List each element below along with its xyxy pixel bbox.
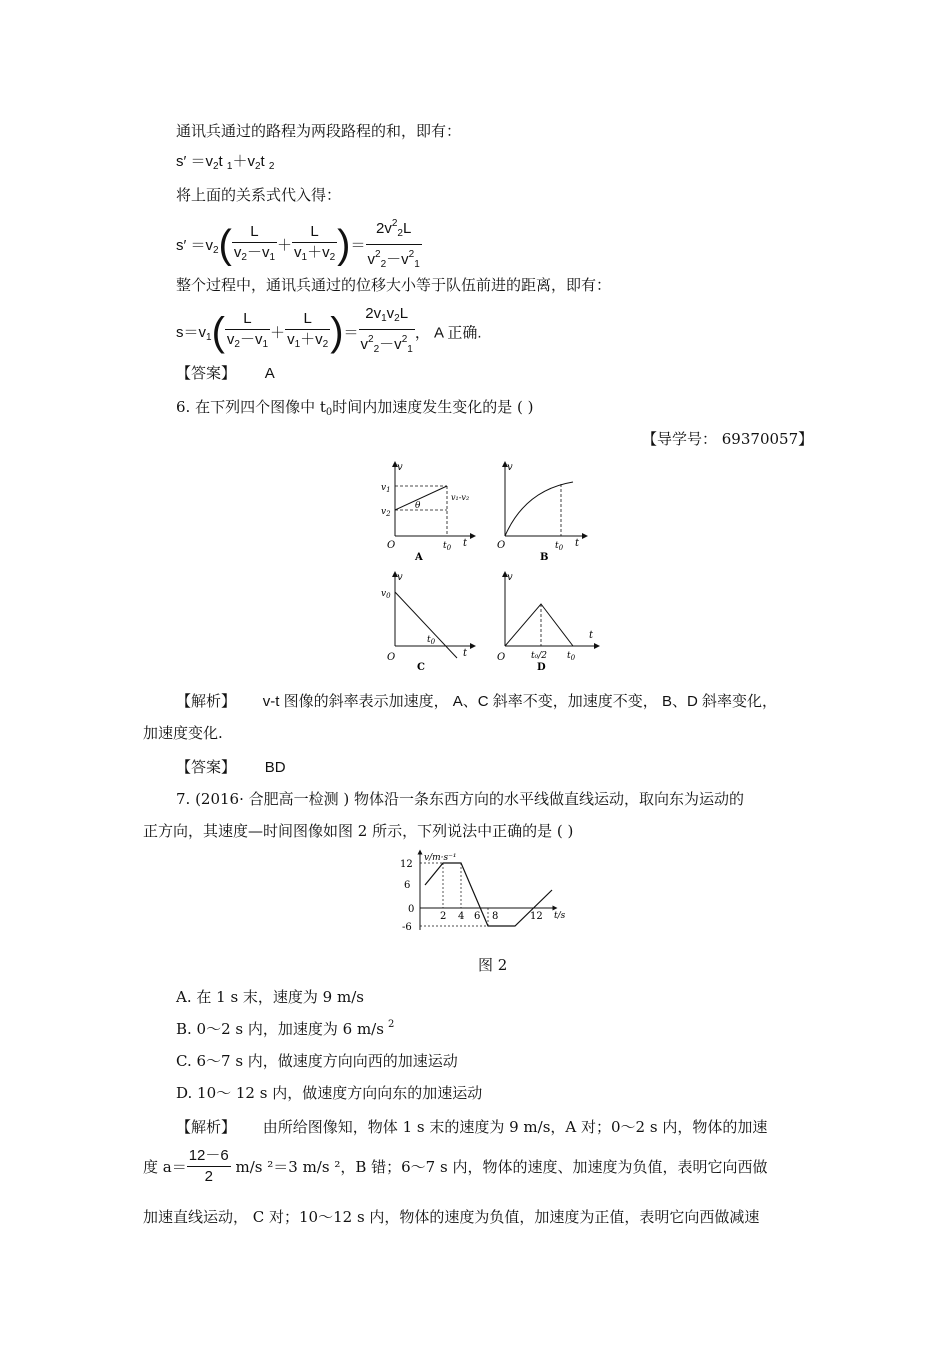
graph-a-v-label: v bbox=[397, 462, 403, 473]
fraction-numerator: 12－6 bbox=[187, 1146, 231, 1167]
explanation-7-text-b-post: m/s ²＝3 m/s ²，B 错；6～7 s 内，物体的速度、加速度为负值，表明它向西做 bbox=[230, 1158, 768, 1176]
equation-s: $s=v_1$( $\frac{L}{v_2-v_1}$ ＋ $\frac{L}{v_1+v_2}$ )＝ $\frac{2v_1v_2L}{v^2_2-v^2_1}$ ， A 正确. bbox=[176, 305, 482, 355]
svg-text:O: O bbox=[387, 652, 396, 663]
svg-text:12: 12 bbox=[400, 859, 413, 870]
explanation-label: 【解析】 bbox=[176, 692, 237, 710]
svg-text:8: 8 bbox=[492, 911, 499, 922]
graph-d-caption: D bbox=[537, 662, 546, 673]
explanation-label: 【解析】 bbox=[176, 1118, 237, 1136]
question-7-line-2: 正方向，其速度—时间图像如图 2 所示，下列说法中正确的是 ( ) bbox=[143, 822, 574, 840]
answer-label: 【答案】 bbox=[176, 758, 237, 776]
explanation-7-line-3: 加速直线运动， C 对；10～12 s 内，物体的速度为负值，加速度为正值，表明它向西做减速 bbox=[143, 1208, 760, 1226]
svg-text:t: t bbox=[589, 630, 594, 641]
explanation-7-line-2 bbox=[143, 1146, 767, 1187]
fraction-denominator: 2 bbox=[204, 1168, 213, 1185]
svg-text:t0: $t_0$ bbox=[555, 541, 564, 552]
svg-text:v₁-v₂: v₁-v₂ bbox=[451, 493, 470, 502]
svg-text:t₀/2: t₀/2 bbox=[531, 651, 547, 661]
explanation-6-line-2: 加速度变化. bbox=[143, 724, 223, 742]
svg-text:t0: $t_0$ bbox=[427, 635, 436, 646]
conclusion-a: A 正确. bbox=[433, 324, 482, 342]
guide-number: 【导学号： 69370057】 bbox=[642, 430, 814, 448]
text-line-5: 整个过程中，通讯兵通过的位移大小等于队伍前进的距离，即有： bbox=[176, 276, 612, 294]
svg-text:t: t bbox=[463, 648, 468, 659]
svg-text:O: O bbox=[497, 540, 506, 551]
option-d: D. 10～ 12 s 内，做速度方向向东的加速运动 bbox=[176, 1084, 483, 1102]
svg-text:t: t bbox=[575, 538, 580, 549]
answer-value: BD bbox=[264, 759, 286, 776]
svg-text:t0: $t_0$ bbox=[443, 541, 452, 552]
question-6-text-b: 时间内加速度发生变化的是 ( ) bbox=[332, 398, 534, 416]
answer-value: A bbox=[264, 365, 275, 382]
svg-text:O: O bbox=[497, 652, 506, 663]
svg-text:t0: $t_0$ bbox=[567, 651, 576, 662]
svg-text:6: 6 bbox=[474, 911, 481, 922]
explanation-7-line-1 bbox=[176, 1116, 767, 1137]
four-vt-graphs bbox=[375, 460, 605, 675]
svg-text:v: v bbox=[507, 572, 513, 583]
equation-s-prime-2: $s' =v_2$( $\frac{L}{v_2-v_1}$ ＋ $\frac{L}{v_1+v_2}$ )＝ $\frac{2v^2_2L}{v^2_2-v^2_1}$ bbox=[176, 214, 422, 275]
svg-text:O: O bbox=[387, 540, 396, 551]
text-line-1: 通讯兵通过的路程为两段路程的和，即有： bbox=[176, 122, 462, 140]
svg-text:12: 12 bbox=[530, 911, 543, 922]
figure-2-vt-graph bbox=[380, 846, 580, 938]
explanation-7-text-a: 由所给图像知，物体 1 s 末的速度为 9 m/s，A 对；0～2 s 内，物体的加速 bbox=[262, 1118, 768, 1136]
graph-a-caption: A bbox=[415, 552, 423, 563]
svg-text:θ: θ bbox=[415, 501, 421, 511]
option-b-superscript: 2 bbox=[387, 1019, 395, 1030]
svg-text:v: v bbox=[397, 572, 403, 583]
figure-2-ylabel: v/m·s⁻¹ bbox=[424, 853, 457, 863]
equation-s-prime-1: $s' =v_2t$ $_1+v_2t$ $_2$ bbox=[176, 153, 275, 172]
svg-text:6: 6 bbox=[404, 880, 411, 891]
graph-b bbox=[497, 462, 585, 563]
svg-text:-6: -6 bbox=[402, 922, 412, 933]
svg-text:v1: $v_1$ bbox=[381, 483, 391, 494]
explanation-6-line-1 bbox=[176, 690, 777, 711]
answer-2 bbox=[176, 756, 286, 777]
svg-text:0: 0 bbox=[408, 904, 415, 915]
graph-d bbox=[497, 572, 597, 673]
svg-text:4: 4 bbox=[458, 911, 465, 922]
graph-b-caption: B bbox=[540, 552, 549, 563]
explanation-7-text-b-pre: 度 a＝ bbox=[143, 1158, 187, 1176]
graph-a bbox=[381, 462, 473, 563]
explanation-6-text-a: v-t 图像的斜率表示加速度， A、C 斜率不变，加速度不变， B、D 斜率变化， bbox=[262, 693, 777, 710]
svg-text:v: v bbox=[507, 462, 513, 473]
graph-c bbox=[381, 572, 473, 673]
svg-text:v2: $v_2$ bbox=[381, 507, 391, 518]
question-6-text-a: 6. 在下列四个图像中 t bbox=[176, 398, 326, 416]
option-b-text: B. 0～2 s 内，加速度为 6 m/s bbox=[176, 1020, 384, 1038]
option-a: A. 在 1 s 末，速度为 9 m/s bbox=[176, 988, 364, 1006]
figure-2-xlabel: t/s bbox=[554, 911, 566, 921]
text-line-3: 将上面的关系式代入得： bbox=[176, 186, 342, 204]
question-7-line-1: 7. (2016· 合肥高一检测 ) 物体沿一条东西方向的水平线做直线运动，取向东为运动的 bbox=[176, 790, 745, 808]
svg-text:t: t bbox=[463, 538, 468, 549]
figure-2-caption: 图 2 bbox=[478, 956, 508, 974]
question-6: 6. 在下列四个图像中 $t_0$时间内加速度发生变化的是 ( ) bbox=[176, 398, 534, 418]
svg-text:2: 2 bbox=[440, 911, 447, 922]
svg-text:v0: $v_0$ bbox=[381, 589, 391, 600]
option-b bbox=[176, 1018, 394, 1039]
graph-c-caption: C bbox=[417, 662, 425, 673]
answer-label: 【答案】 bbox=[176, 364, 237, 382]
answer-1 bbox=[176, 362, 275, 383]
option-c: C. 6～7 s 内，做速度方向向西的加速运动 bbox=[176, 1052, 458, 1070]
